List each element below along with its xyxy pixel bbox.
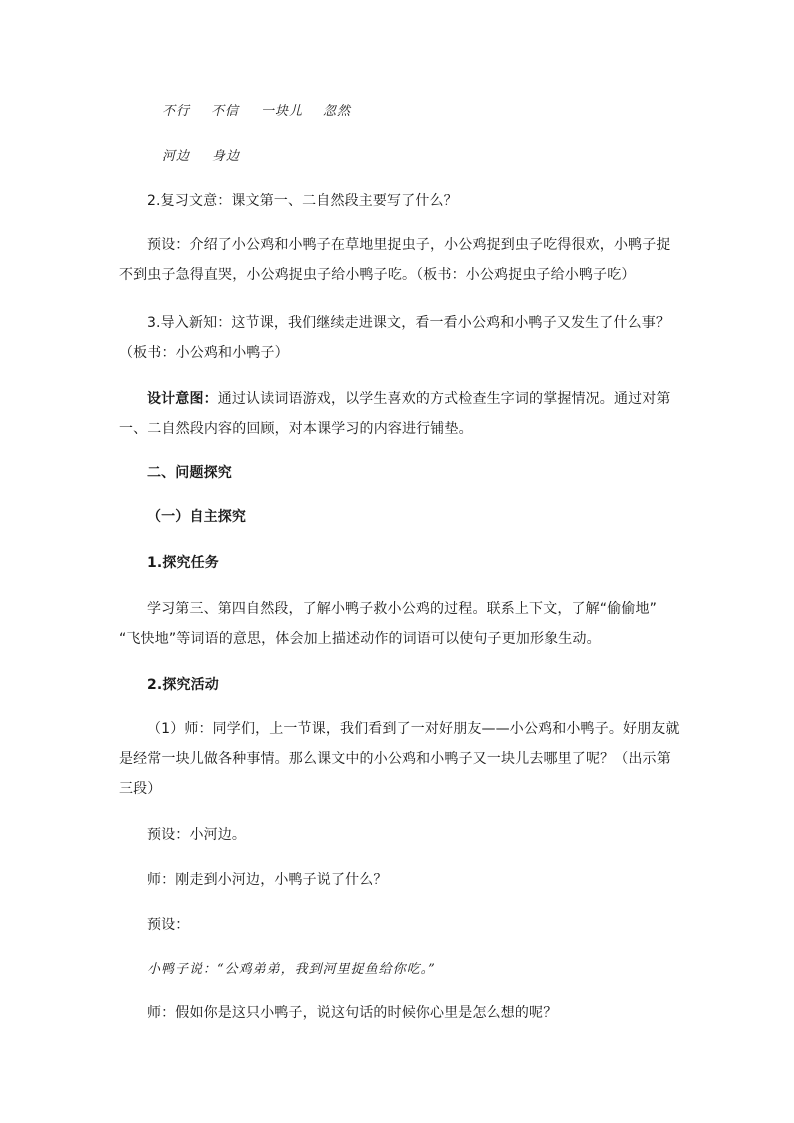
section-heading: 二、问题探究 bbox=[147, 465, 232, 481]
task-line: 学习第三、第四自然段，了解小鸭子救小公鸡的过程。联系上下文，了解“偷偷地” bbox=[147, 601, 658, 617]
design-intent-label: 设计意图： bbox=[147, 391, 218, 407]
preset-label: 预设： bbox=[147, 917, 190, 933]
teacher-question: 师：刚走到小河边，小鸭子说了什么？ bbox=[147, 872, 388, 888]
review-answer-line: 不到虫子急得直哭，小公鸡捉虫子给小鸭子吃。（板书：小公鸡捉虫子给小鸭子吃） bbox=[119, 267, 636, 283]
activity-heading: 2.探究活动 bbox=[147, 677, 219, 693]
design-intent-line: 一、二自然段内容的回顾，对本课学习的内容进行铺垫。 bbox=[119, 421, 473, 437]
vocab-word: 忽然 bbox=[323, 104, 352, 119]
subsection-heading: （一）自主探究 bbox=[147, 509, 247, 525]
vocab-word: 河边 bbox=[162, 149, 191, 164]
activity-line: 三段） bbox=[119, 781, 162, 797]
preset-answer: 预设：小河边。 bbox=[147, 827, 247, 843]
intro-line: （板书：小公鸡和小鸭子） bbox=[119, 345, 289, 361]
teacher-question: 师：假如你是这只小鸭子，说这句话的时候你心里是怎么想的呢？ bbox=[147, 1005, 558, 1021]
vocab-row-1 bbox=[162, 102, 351, 122]
intro-line: 3.导入新知：这节课，我们继续走进课文，看一看小公鸡和小鸭子又发生了什么事？ bbox=[147, 315, 671, 331]
task-line: “飞快地”等词语的意思，体会加上描述动作的词语可以使句子更加形象生动。 bbox=[119, 631, 601, 647]
design-intent-line bbox=[147, 389, 671, 409]
vocab-word: 一块儿 bbox=[261, 104, 304, 119]
activity-line: （1）师：同学们，上一节课，我们看到了一对好朋友——小公鸡和小鸭子。好朋友就 bbox=[147, 721, 680, 737]
vocab-word: 身边 bbox=[212, 149, 241, 164]
design-intent-text: 通过认读词语游戏，以学生喜欢的方式检查生字词的掌握情况。通过对第 bbox=[217, 391, 671, 407]
vocab-row-2 bbox=[162, 147, 240, 167]
review-question: 2.复习文意：课文第一、二自然段主要写了什么？ bbox=[147, 193, 458, 209]
vocab-word: 不行 bbox=[162, 104, 191, 119]
duck-quote: 小鸭子说：“公鸡弟弟，我到河里捉鱼给你吃。” bbox=[147, 962, 436, 977]
review-answer-line: 预设：介绍了小公鸡和小鸭子在草地里捉虫子，小公鸡捉到虫子吃得很欢，小鸭子捉 bbox=[147, 237, 671, 253]
activity-line: 是经常一块儿做各种事情。那么课文中的小公鸡和小鸭子又一块儿去哪里了呢？（出示第 bbox=[119, 751, 671, 767]
task-heading: 1.探究任务 bbox=[147, 555, 219, 571]
vocab-word: 不信 bbox=[211, 104, 240, 119]
